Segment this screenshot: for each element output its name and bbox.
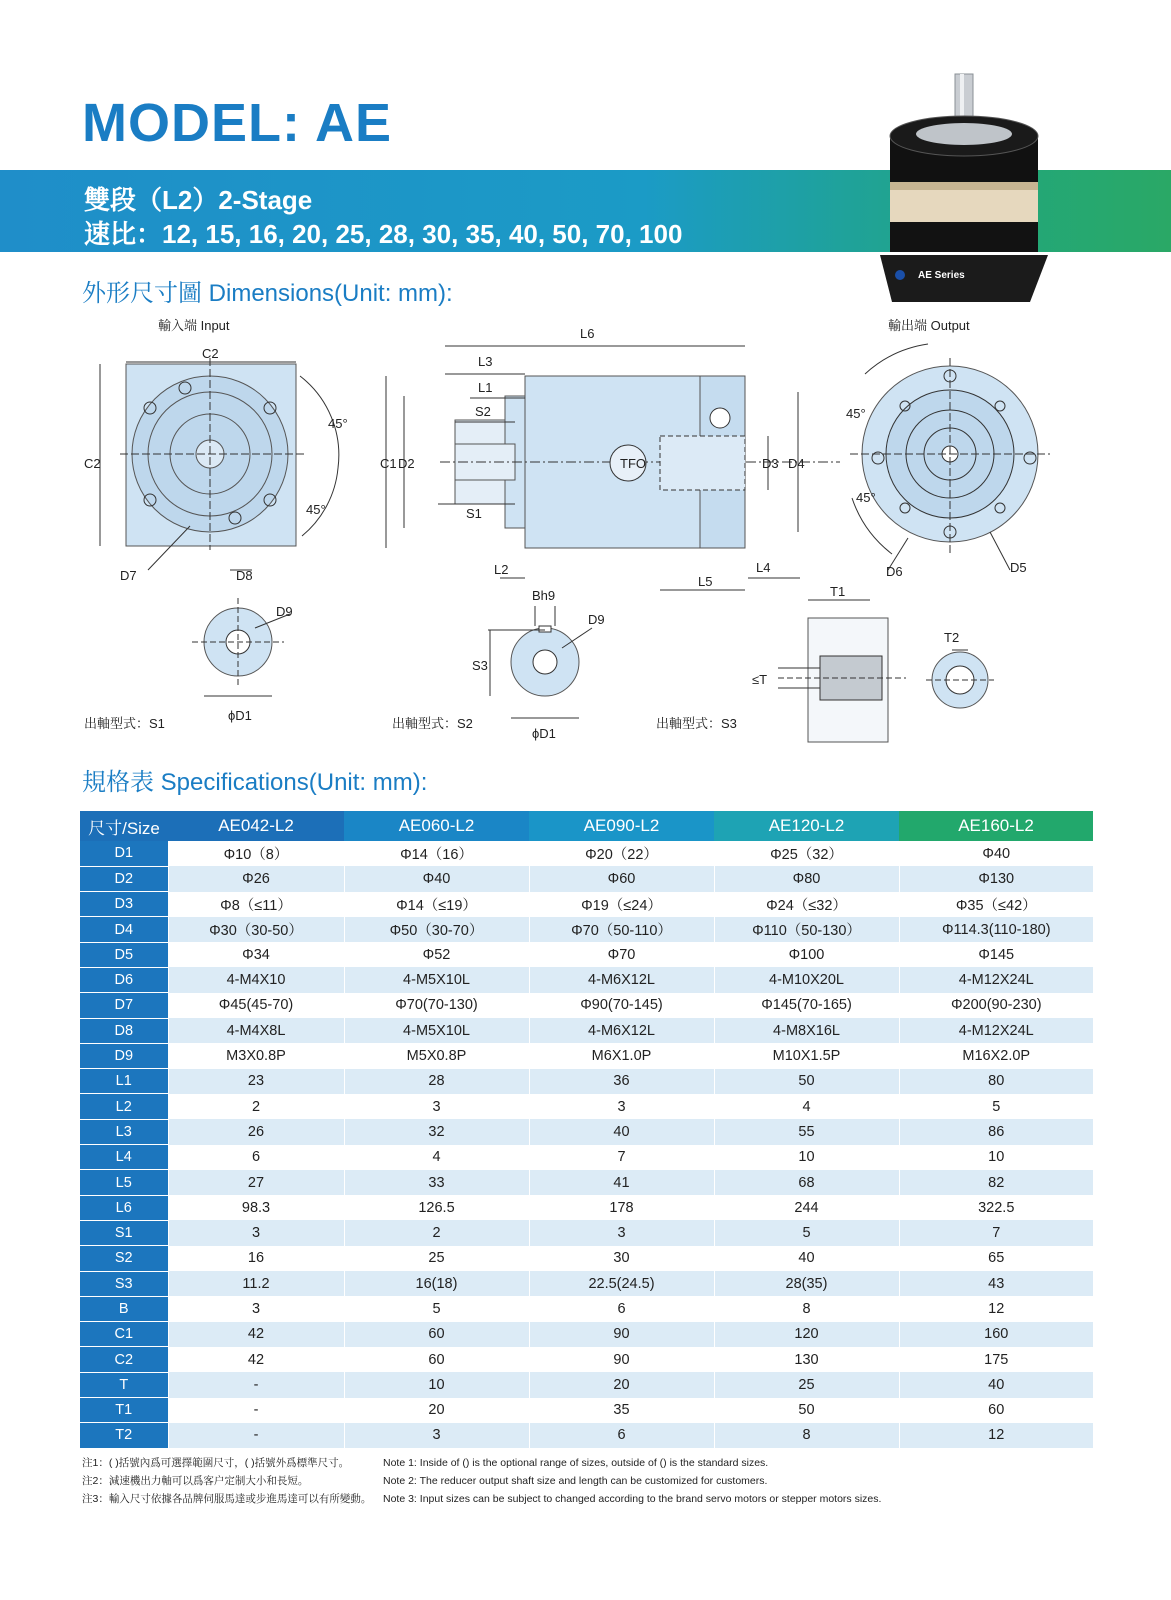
label-s1: S1 [466,506,482,521]
row-header: B [80,1296,168,1321]
table-cell: Φ114.3(110-180) [899,917,1093,942]
table-cell: Φ145 [899,942,1093,967]
table-cell: 10 [899,1145,1093,1170]
table-cell: Φ40 [344,866,529,891]
table-cell: 6 [529,1296,714,1321]
table-cell: 5 [714,1220,899,1245]
label-d7: D7 [120,568,137,583]
table-cell: 68 [714,1170,899,1195]
table-cell: M10X1.5P [714,1043,899,1068]
table-cell: 5 [344,1296,529,1321]
table-cell: 20 [529,1372,714,1397]
dimension-drawing [80,318,1100,768]
table-cell: 60 [899,1398,1093,1423]
table-cell: 32 [344,1119,529,1144]
table-cell: 4-M5X10L [344,967,529,992]
table-cell: 40 [714,1246,899,1271]
spec-table [80,811,1093,1449]
table-header-model: AE160-L2 [899,811,1093,841]
table-header-model: AE090-L2 [529,811,714,841]
table-row [80,1220,1093,1245]
table-cell: 6 [529,1423,714,1448]
table-cell: 20 [344,1398,529,1423]
table-cell: 3 [529,1220,714,1245]
table-cell: 3 [344,1423,529,1448]
table-cell: Φ19（≤24） [529,892,714,917]
row-header: L1 [80,1069,168,1094]
row-header: T1 [80,1398,168,1423]
product-image [880,70,1060,310]
table-row [80,1195,1093,1220]
row-header: L5 [80,1170,168,1195]
shaft-s1-label: 出軸型式：S1 [84,716,165,731]
table-cell: 65 [899,1246,1093,1271]
table-header-model: AE042-L2 [168,811,344,841]
table-cell: 25 [344,1246,529,1271]
table-cell: 4-M6X12L [529,1018,714,1043]
table-cell: 322.5 [899,1195,1093,1220]
table-cell: 126.5 [344,1195,529,1220]
row-header: D5 [80,942,168,967]
table-row [80,1372,1093,1397]
label-c2-side: C2 [84,456,101,471]
table-cell: 25 [714,1372,899,1397]
row-header: C1 [80,1322,168,1347]
label-logo: TFO [620,456,646,471]
note-en-1: Note 1: Inside of () is the optional range of sizes, outside of () is the standard sizes. [383,1457,769,1469]
table-row [80,1398,1093,1423]
label-d5: D5 [1010,560,1027,575]
table-cell: 16(18) [344,1271,529,1296]
table-cell: 40 [899,1372,1093,1397]
table-cell: M6X1.0P [529,1043,714,1068]
label-t: ≤T [752,672,768,687]
row-header: D2 [80,866,168,891]
row-header: L4 [80,1145,168,1170]
stage-label: 雙段（L2）2-Stage [84,185,313,215]
table-cell: 26 [168,1119,344,1144]
table-cell: 7 [529,1145,714,1170]
table-cell: 178 [529,1195,714,1220]
row-header: D1 [80,841,168,866]
row-header: D8 [80,1018,168,1043]
table-cell: Φ100 [714,942,899,967]
table-cell: Φ50（30-70） [344,917,529,942]
label-d2: D2 [398,456,415,471]
label-d4: D4 [788,456,805,471]
table-cell: 30 [529,1246,714,1271]
table-cell: 50 [714,1398,899,1423]
row-header: S2 [80,1246,168,1271]
table-cell: 4-M12X24L [899,967,1093,992]
table-cell: 3 [344,1094,529,1119]
table-cell: 55 [714,1119,899,1144]
table-cell: Φ200(90-230) [899,993,1093,1018]
label-c2-top: C2 [202,346,219,361]
label-d9-s1: D9 [276,604,293,619]
table-cell: 4-M12X24L [899,1018,1093,1043]
table-cell: Φ70（50-110） [529,917,714,942]
table-cell: 3 [529,1094,714,1119]
table-cell: M16X2.0P [899,1043,1093,1068]
table-cell: Φ70 [529,942,714,967]
table-row [80,892,1093,917]
table-row [80,993,1093,1018]
label-bh9: Bh9 [532,588,556,603]
product-series: AE Series [918,270,965,281]
output-label: 輸出端 Output [888,318,970,333]
table-cell: Φ10（8） [168,841,344,866]
table-cell: Φ24（≤32） [714,892,899,917]
label-l6: L6 [580,326,595,341]
table-cell: 90 [529,1347,714,1372]
table-cell: 4 [344,1145,529,1170]
table-row [80,942,1093,967]
table-cell: 23 [168,1069,344,1094]
table-row [80,1094,1093,1119]
note-cn-3: 注3：輸入尺寸依據各品牌伺服馬達或步進馬達可以有所變動。 [82,1493,372,1505]
table-row [80,1423,1093,1448]
table-row [80,1246,1093,1271]
table-cell: 35 [529,1398,714,1423]
table-row [80,1145,1093,1170]
table-cell: 82 [899,1170,1093,1195]
label-s2: S2 [475,404,491,419]
table-cell: Φ130 [899,866,1093,891]
table-cell: - [168,1398,344,1423]
table-cell: Φ90(70-145) [529,993,714,1018]
table-cell: Φ26 [168,866,344,891]
input-label: 輸入端 Input [158,318,230,333]
table-cell: 244 [714,1195,899,1220]
table-cell: Φ80 [714,866,899,891]
table-cell: Φ35（≤42） [899,892,1093,917]
row-header: D9 [80,1043,168,1068]
table-row [80,1043,1093,1068]
table-cell: Φ25（32） [714,841,899,866]
shaft-s2-label: 出軸型式：S2 [392,716,473,731]
label-d8: D8 [236,568,253,583]
table-cell: Φ34 [168,942,344,967]
table-cell: Φ14（16） [344,841,529,866]
table-cell: 12 [899,1423,1093,1448]
table-cell: 90 [529,1322,714,1347]
row-header: L6 [80,1195,168,1220]
label-d6: D6 [886,564,903,579]
table-cell: 2 [344,1220,529,1245]
table-cell: 130 [714,1347,899,1372]
table-cell: M5X0.8P [344,1043,529,1068]
table-cell: - [168,1423,344,1448]
table-cell: 40 [529,1119,714,1144]
table-cell: M3X0.8P [168,1043,344,1068]
label-l3: L3 [478,354,493,369]
table-cell: 28(35) [714,1271,899,1296]
label-s3: S3 [472,658,488,673]
table-cell: 10 [344,1372,529,1397]
brand-logo-icon [895,270,905,280]
label-t1: T1 [830,584,846,599]
table-cell: 12 [899,1296,1093,1321]
row-header: S3 [80,1271,168,1296]
notes-english [383,1454,881,1508]
table-row [80,1347,1093,1372]
table-cell: 120 [714,1322,899,1347]
table-cell: Φ110（50-130） [714,917,899,942]
ratio-label: 速比：12, 15, 16, 20, 25, 28, 30, 35, 40, 50, 70, 100 [84,219,683,249]
table-row [80,1271,1093,1296]
table-cell: 3 [168,1296,344,1321]
table-cell: 160 [899,1322,1093,1347]
table-cell: 80 [899,1069,1093,1094]
table-row [80,841,1093,866]
label-d3: D3 [762,456,779,471]
page-title: MODEL: AE [82,93,392,153]
table-cell: 36 [529,1069,714,1094]
table-cell: 50 [714,1069,899,1094]
table-cell: 60 [344,1322,529,1347]
table-cell: 42 [168,1347,344,1372]
table-cell: 22.5(24.5) [529,1271,714,1296]
table-cell: Φ60 [529,866,714,891]
label-angle-4: 45° [856,490,876,505]
table-cell: 4 [714,1094,899,1119]
table-cell: 175 [899,1347,1093,1372]
table-cell: - [168,1372,344,1397]
row-header: T2 [80,1423,168,1448]
label-angle-2: 45° [306,502,326,517]
table-cell: 2 [168,1094,344,1119]
notes-chinese [82,1454,371,1508]
row-header: T [80,1372,168,1397]
table-cell: 5 [899,1094,1093,1119]
table-cell: 28 [344,1069,529,1094]
row-header: D7 [80,993,168,1018]
table-cell: 98.3 [168,1195,344,1220]
specs-title: 規格表 Specifications(Unit: mm): [82,769,428,796]
table-cell: Φ145(70-165) [714,993,899,1018]
table-cell: 3 [168,1220,344,1245]
table-cell: 8 [714,1296,899,1321]
label-l2: L2 [494,562,509,577]
table-cell: Φ20（22） [529,841,714,866]
dimensions-title: 外形尺寸圖 Dimensions(Unit: mm): [82,280,453,307]
label-angle-3: 45° [846,406,866,421]
label-l5: L5 [698,574,713,589]
shaft-s3-label: 出軸型式：S3 [656,716,737,731]
table-cell: 60 [344,1347,529,1372]
table-cell: Φ52 [344,942,529,967]
table-row [80,917,1093,942]
table-cell: 6 [168,1145,344,1170]
row-header: S1 [80,1220,168,1245]
table-cell: 41 [529,1170,714,1195]
label-d1-s2: ϕD1 [532,726,556,741]
row-header: C2 [80,1347,168,1372]
table-cell: Φ45(45-70) [168,993,344,1018]
table-cell: Φ70(70-130) [344,993,529,1018]
row-header: D6 [80,967,168,992]
table-row [80,1322,1093,1347]
table-cell: 8 [714,1423,899,1448]
row-header: L2 [80,1094,168,1119]
table-cell: 10 [714,1145,899,1170]
label-t2: T2 [944,630,960,645]
table-cell: 43 [899,1271,1093,1296]
table-cell: 27 [168,1170,344,1195]
table-cell: 4-M5X10L [344,1018,529,1043]
note-cn-1: 注1：( )括號內爲可選擇範圍尺寸，( )括號外爲標準尺寸。 [82,1457,350,1469]
note-cn-2: 注2：減速機出力軸可以爲客户定制大小和長短。 [82,1475,309,1487]
table-cell: Φ14（≤19） [344,892,529,917]
table-cell: 86 [899,1119,1093,1144]
table-row [80,967,1093,992]
table-cell: 7 [899,1220,1093,1245]
table-cell: 4-M4X8L [168,1018,344,1043]
table-cell: 4-M8X16L [714,1018,899,1043]
table-cell: 4-M10X20L [714,967,899,992]
table-row [80,1018,1093,1043]
label-d9-s2: D9 [588,612,605,627]
note-en-3: Note 3: Input sizes can be subject to changed according to the brand servo motors or stepper motors sizes. [383,1493,882,1505]
table-row [80,1119,1093,1144]
row-header: D4 [80,917,168,942]
table-cell: Φ8（≤11） [168,892,344,917]
table-row [80,866,1093,891]
table-row [80,1296,1093,1321]
row-header: D3 [80,892,168,917]
label-d1-s1: ϕD1 [228,708,252,723]
table-header-model: AE060-L2 [344,811,529,841]
row-header: L3 [80,1119,168,1144]
table-header-model: AE120-L2 [714,811,899,841]
table-cell: Φ30（30-50） [168,917,344,942]
table-cell: 11.2 [168,1271,344,1296]
table-row [80,1069,1093,1094]
note-en-2: Note 2: The reducer output shaft size and length can be customized for customers. [383,1475,768,1487]
table-cell: 4-M6X12L [529,967,714,992]
table-cell: 42 [168,1322,344,1347]
table-row [80,1170,1093,1195]
table-header-size: 尺寸/Size [80,811,168,841]
table-cell: 4-M4X10 [168,967,344,992]
table-cell: Φ40 [899,841,1093,866]
label-angle-1: 45° [328,416,348,431]
label-l4: L4 [756,560,771,575]
label-l1: L1 [478,380,493,395]
table-cell: 16 [168,1246,344,1271]
table-cell: 33 [344,1170,529,1195]
label-c1: C1 [380,456,397,471]
